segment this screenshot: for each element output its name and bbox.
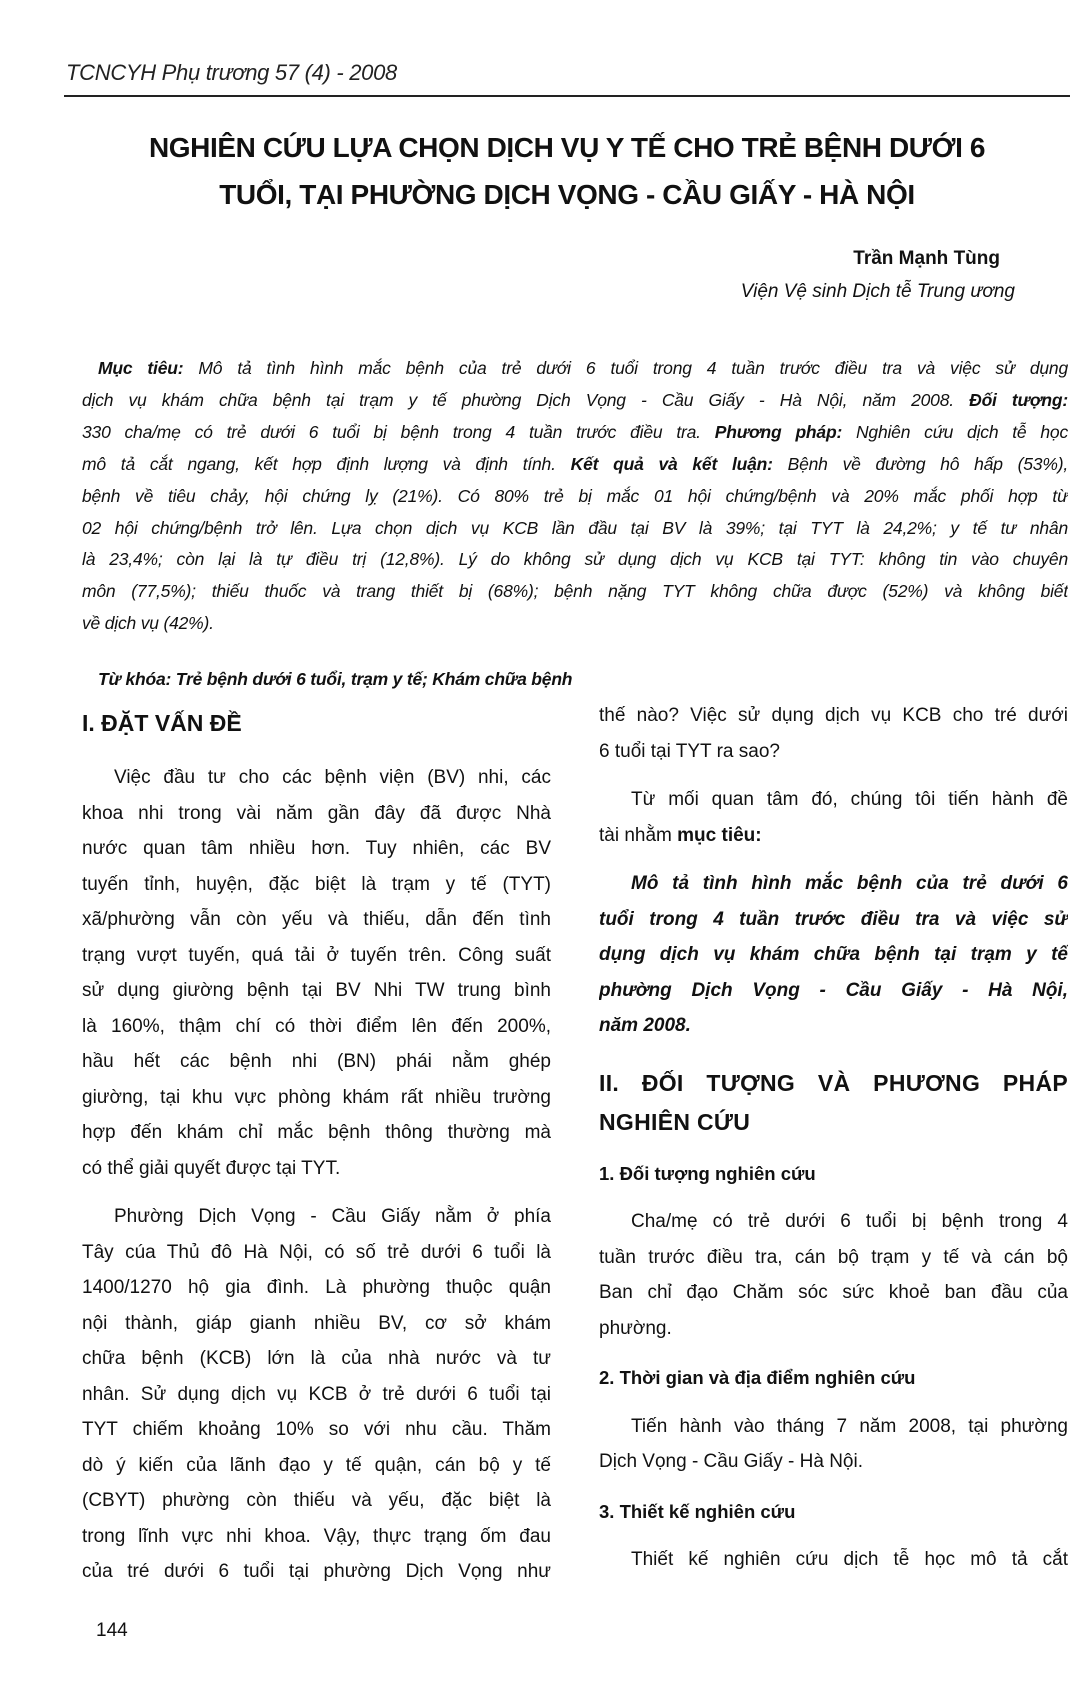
text-line: năm 2008. — [599, 1015, 691, 1036]
paragraph — [599, 866, 1068, 1044]
text-line: 6 tuổi tại TYT ra sao? — [599, 740, 780, 762]
text-line — [82, 353, 1068, 385]
text-line: tuổi trong 4 tuần trước điều tra và việc sử — [599, 908, 1068, 930]
text-line: nội thành, giáp gianh nhiều BV, cơ sở khám — [82, 1312, 551, 1334]
paragraph — [599, 1204, 1068, 1346]
section-heading — [599, 1360, 1068, 1396]
text-line — [82, 544, 1068, 576]
text-line: Tây cúa Thủ đô Hà Nội, có số trẻ dưới 6 tuổi là — [82, 1241, 551, 1263]
text-run: mô tả cắt ngang, kết hợp định lượng và định tính. — [82, 453, 571, 474]
text-run: dịch vụ khám chữa bệnh tại trạm y tế phường Dịch Vọng - Cầu Giấy - Hà Nội, năm 2008. — [82, 389, 970, 410]
text-line: của tré dưới 6 tuổi tại phường Dịch Vọng như — [82, 1561, 551, 1582]
bold-run: Đối tượng: — [969, 389, 1068, 410]
paragraph — [82, 1199, 551, 1590]
text-line: thế nào? Việc sử dụng dịch vụ KCB cho tré dưới — [599, 705, 1068, 726]
text-line — [599, 818, 1068, 854]
header-rule — [64, 95, 1070, 97]
text-line: hầu hết các bệnh nhi (BN) phái nằm ghép — [82, 1051, 551, 1072]
text-run: Mô tả tình hình mắc bệnh của trẻ dưới 6 tuổi trong 4 tuần trước điều tra và việc sử dụng — [183, 358, 1068, 378]
text-run: Bệnh về đường hô hấp (53%), — [772, 453, 1068, 474]
text-line: Mô tả tình hình mắc bệnh của trẻ dưới 6 — [631, 873, 1068, 894]
text-line: NGHIÊN CỨU — [599, 1108, 751, 1135]
text-line: nước quan tâm nhiều hơn. Tuy nhiên, các BV — [82, 838, 551, 859]
text-run: bệnh về tiêu chảy, hội chứng lỵ (21%). Có 80% trẻ bị mắc 01 hội chứng/bệnh và 20% mắc phối hợp từ — [82, 485, 1068, 506]
text-run: Nghiên cứu dịch tễ học — [842, 421, 1068, 442]
text-line: dụng dịch vụ khám chữa bệnh tại trạm y tế — [599, 944, 1068, 965]
text-line: Dịch Vọng - Cầu Giấy - Hà Nội. — [599, 1451, 863, 1472]
text-line — [82, 481, 1068, 513]
text-line: trạng vượt tuyến, quá tải ở tuyến trên. Công suất — [82, 944, 551, 966]
bold-run: Mục tiêu: — [98, 358, 184, 378]
text-line: (CBYT) phường còn thiếu và yếu, đặc biệt là — [82, 1490, 551, 1511]
abstract — [82, 353, 1068, 696]
title-line: NGHIÊN CỨU LỰA CHỌN DỊCH VỤ Y TẾ CHO TRẺ BỆNH DƯỚI 6 — [148, 132, 986, 163]
text-run: tài nhằm — [599, 824, 678, 846]
text-run: môn (77,5%); thiếu thuốc và trang thiết bị (68%); bệnh nặng TYT không chữa được (52%) và không biết — [82, 581, 1068, 602]
author-affiliation: Viện Vệ sinh Dịch tễ Trung ương — [740, 281, 1015, 302]
text-line: sử dụng giường bệnh tại BV Nhi TW trung bình — [82, 980, 551, 1001]
text-run: 02 hội chứng/bệnh trở lên. Lựa chọn dịch vụ KCB lần đầu tại BV là 39%; tại TYT là 24,2%; y tế tư nhân — [82, 517, 1068, 538]
paragraph — [599, 698, 1068, 769]
text-line — [82, 576, 1068, 608]
bold-run: Phương pháp: — [714, 421, 843, 442]
bold-run: Kết quả và kết luận: — [570, 453, 773, 474]
left-column — [82, 704, 551, 1590]
text-line: xã/phường vẫn còn yếu và thiếu, dẫn đến tình — [82, 909, 551, 930]
text-line: trong lĩnh vực nhi khoa. Vậy, thực trạng ốm đau — [82, 1525, 551, 1547]
text-line: phường. — [599, 1317, 672, 1339]
text-line: Tiến hành vào tháng 7 năm 2008, tại phường — [631, 1415, 1068, 1437]
text-line: tuyến tỉnh, huyện, đặc biệt là trạm y tế (TYT) — [82, 873, 551, 895]
text-line — [82, 449, 1068, 481]
text-run: là 23,4%; còn lại là tự điều trị (12,8%). Lý do không sử dụng dịch vụ KCB tại TYT: không tin vào chuyên — [82, 549, 1068, 570]
bold-run: mục tiêu: — [677, 824, 762, 846]
article-title — [64, 124, 1070, 218]
text-line: hợp đến khám chỉ mắc bệnh thông thường mà — [82, 1122, 551, 1143]
paragraph — [599, 782, 1068, 853]
text-line — [82, 385, 1068, 417]
text-line — [82, 417, 1068, 449]
text-line: Việc đầu tư cho các bệnh viện (BV) nhi, các — [114, 767, 551, 788]
text-run: về dịch vụ (42%). — [82, 613, 214, 634]
text-line: 1. Đối tượng nghiên cứu — [599, 1162, 816, 1184]
text-line: Ban chỉ đạo Chăm sóc sức khoẻ ban đầu của — [599, 1282, 1068, 1303]
title-line: TUỔI, TẠI PHƯỜNG DỊCH VỌNG - CẦU GIẤY - HÀ NỘI — [219, 179, 915, 210]
text-line: 3. Thiết kế nghiên cứu — [599, 1500, 796, 1522]
text-line: chữa bệnh (KCB) lớn là của nhà nước và tư — [82, 1348, 551, 1369]
author-name: Trần Mạnh Tùng — [853, 248, 1000, 269]
text-line: dò ý kiến của lãnh đạo y tế quận, cán bộ y tế — [82, 1454, 551, 1476]
text-line — [82, 513, 1068, 545]
text-line: Từ mối quan tâm đó, chúng tôi tiến hành đề — [631, 789, 1068, 810]
text-line: tuần trước điều tra, cán bộ trạm y tế và cán bộ — [599, 1246, 1068, 1268]
text-line: khoa nhi trong vài năm gần đây đã được Nhà — [82, 802, 551, 824]
text-line: I. ĐẶT VẤN ĐỀ — [82, 710, 242, 736]
text-line: giường, tại khu vực phòng khám rất nhiều trường — [82, 1086, 551, 1108]
text-line: 2. Thời gian và địa điểm nghiên cứu — [599, 1367, 916, 1388]
paragraph — [599, 1542, 1068, 1578]
text-line: là 160%, thậm chí có thời điểm lên đến 200%, — [82, 1015, 551, 1037]
text-line: nhân. Sử dụng dịch vụ KCB ở trẻ dưới 6 tuổi tại — [82, 1383, 551, 1405]
paragraph — [599, 1409, 1068, 1480]
text-line — [82, 608, 1068, 640]
section-heading — [599, 1156, 1068, 1192]
keywords: Từ khóa: Trẻ bệnh dưới 6 tuổi, trạm y tế; Khám chữa bệnh — [98, 669, 573, 690]
text-line: Phường Dịch Vọng - Cầu Giấy nằm ở phía — [114, 1206, 551, 1227]
section-heading — [82, 704, 551, 742]
text-line: Cha/mẹ có trẻ dưới 6 tuổi bị bệnh trong 4 — [631, 1211, 1068, 1232]
paragraph — [82, 760, 551, 1186]
section-heading — [599, 1494, 1068, 1530]
text-line: có thể giải quyết được tại TYT. — [82, 1157, 341, 1179]
text-run: 330 cha/mẹ có trẻ dưới 6 tuổi bị bệnh trong 4 tuần trước điều tra. — [82, 421, 715, 442]
text-line: TYT chiếm khoảng 10% so với nhu cầu. Thăm — [82, 1419, 551, 1440]
page-number: 144 — [96, 1620, 128, 1641]
section-heading — [599, 1064, 1068, 1142]
running-header: TCNCYH Phụ trương 57 (4) - 2008 — [66, 60, 397, 85]
text-line: II. ĐỐI TƯỢNG VÀ PHƯƠNG PHÁP — [599, 1069, 1068, 1096]
text-line: phường Dịch Vọng - Cầu Giấy - Hà Nội, — [599, 979, 1068, 1001]
text-line: 1400/1270 hộ gia đình. Là phường thuộc quận — [82, 1277, 551, 1298]
text-line: Thiết kế nghiên cứu dịch tễ học mô tả cắt — [631, 1549, 1068, 1570]
right-column — [599, 698, 1068, 1578]
